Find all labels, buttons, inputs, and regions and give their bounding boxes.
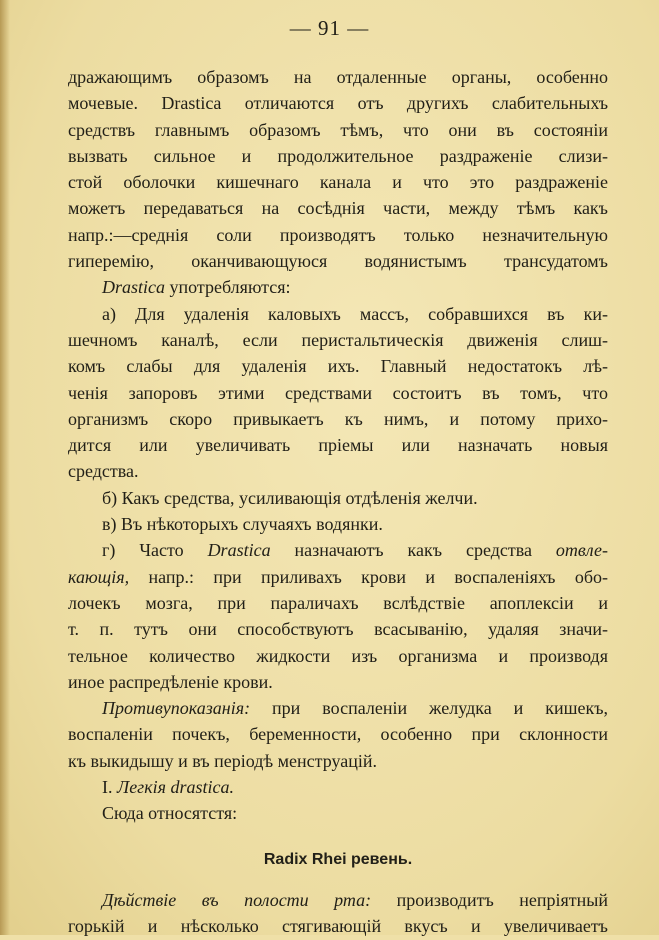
action-text: производитъ непріятный bbox=[371, 889, 608, 910]
text-line: вызвать сильное и продолжительное раздраженіе слизи- bbox=[68, 145, 608, 166]
item-a-line: организмъ скоро привыкаетъ къ нимъ, и потому прихо- bbox=[68, 408, 608, 429]
item-g-line bbox=[68, 537, 608, 563]
contra-text: при воспаленіи желудка и кишекъ, bbox=[250, 698, 608, 719]
contra-line bbox=[68, 695, 608, 721]
here-text: Сюда относятстя: bbox=[102, 803, 238, 824]
item-g-line: иное распредѣленіе крови. bbox=[68, 671, 273, 692]
term-drastica: Drastica bbox=[102, 277, 165, 298]
item-a-line: шечномъ каналѣ, если перистальтическія движенія слиш- bbox=[68, 329, 608, 350]
item-a-line: комъ слабы для удаленія ихъ. Главный недостатокъ лѣ- bbox=[68, 356, 608, 377]
term-contraindications: Противупоказанія: bbox=[102, 698, 251, 719]
item-g-line: т. п. тутъ они способствуютъ всасыванію, удаляя значи- bbox=[68, 619, 608, 640]
item-g-line bbox=[68, 564, 608, 590]
contra-line: къ выкидышу и въ періодѣ менструацій. bbox=[68, 750, 378, 771]
term-action-mouth: Дѣйствіе въ полости рта: bbox=[102, 889, 372, 910]
uses-intro bbox=[68, 274, 608, 300]
text-line: гиперемію, оканчивающуюся водянистымъ трансудатомъ bbox=[68, 251, 608, 272]
page-body bbox=[68, 64, 608, 940]
item-a-line: а) Для удаленія каловыхъ массъ, собравшихся въ ки- bbox=[102, 303, 608, 324]
section-i-title: Легкія drastica. bbox=[117, 777, 234, 798]
uses-intro-text: употребляются: bbox=[165, 277, 291, 298]
item-g-line: тельное количество жидкости изъ организма и производя bbox=[68, 645, 608, 666]
item-v: в) Въ нѣкоторыхъ случаяхъ водянки. bbox=[102, 514, 383, 535]
item-g-line2-text: напр.: при приливахъ крови и воспаленіяхъ обо- bbox=[129, 566, 608, 587]
contra-line: воспаленіи почекъ, беременности, особенно при склонности bbox=[68, 724, 608, 745]
action-line: горькій и нѣсколько стягивающій вкусъ и увеличиваетъ bbox=[68, 916, 608, 937]
text-line: стой оболочки кишечнаго канала и что это раздраженіе bbox=[68, 172, 608, 193]
item-g-mid: назначаютъ какъ средства bbox=[270, 540, 556, 561]
item-g-start: г) Часто bbox=[102, 540, 208, 561]
term-otvlekayushchie-end: кающія, bbox=[68, 566, 130, 587]
item-a-line: дится или увеличивать пріемы или назначать новыя bbox=[68, 435, 608, 456]
text-line: мочевые. Drastica отличаются отъ другихъ слабительныхъ bbox=[68, 93, 608, 114]
item-a-line: средства. bbox=[68, 461, 139, 482]
section-i-heading bbox=[68, 774, 608, 800]
section-i-number: I. bbox=[102, 777, 117, 798]
text-line: напр.:—среднія соли производятъ только незначительную bbox=[68, 224, 608, 245]
item-b: б) Какъ средства, усиливающія отдѣленія желчи. bbox=[102, 487, 478, 508]
page-number: — 91 — bbox=[289, 16, 370, 40]
text-line: дражающимъ образомъ на отдаленные органы, особенно bbox=[68, 67, 608, 87]
term-otvlekayushchie: отвле- bbox=[555, 540, 608, 561]
item-g-line: лочекъ мозга, при параличахъ вслѣдствіе апоплексіи и bbox=[68, 592, 608, 613]
drug-heading: Radix Rhei ревень. bbox=[263, 850, 413, 868]
page-edge-shadow bbox=[0, 0, 10, 935]
action-line bbox=[68, 887, 608, 913]
text-line: средствъ главнымъ образомъ тѣмъ, что они въ состояніи bbox=[68, 119, 608, 140]
term-drastica: Drastica bbox=[207, 540, 271, 561]
item-a-line: ченія запоровъ этими средствами состоитъ въ томъ, что bbox=[68, 382, 608, 403]
text-line: можетъ передаваться на сосѣднія части, между тѣмъ какъ bbox=[68, 198, 608, 219]
